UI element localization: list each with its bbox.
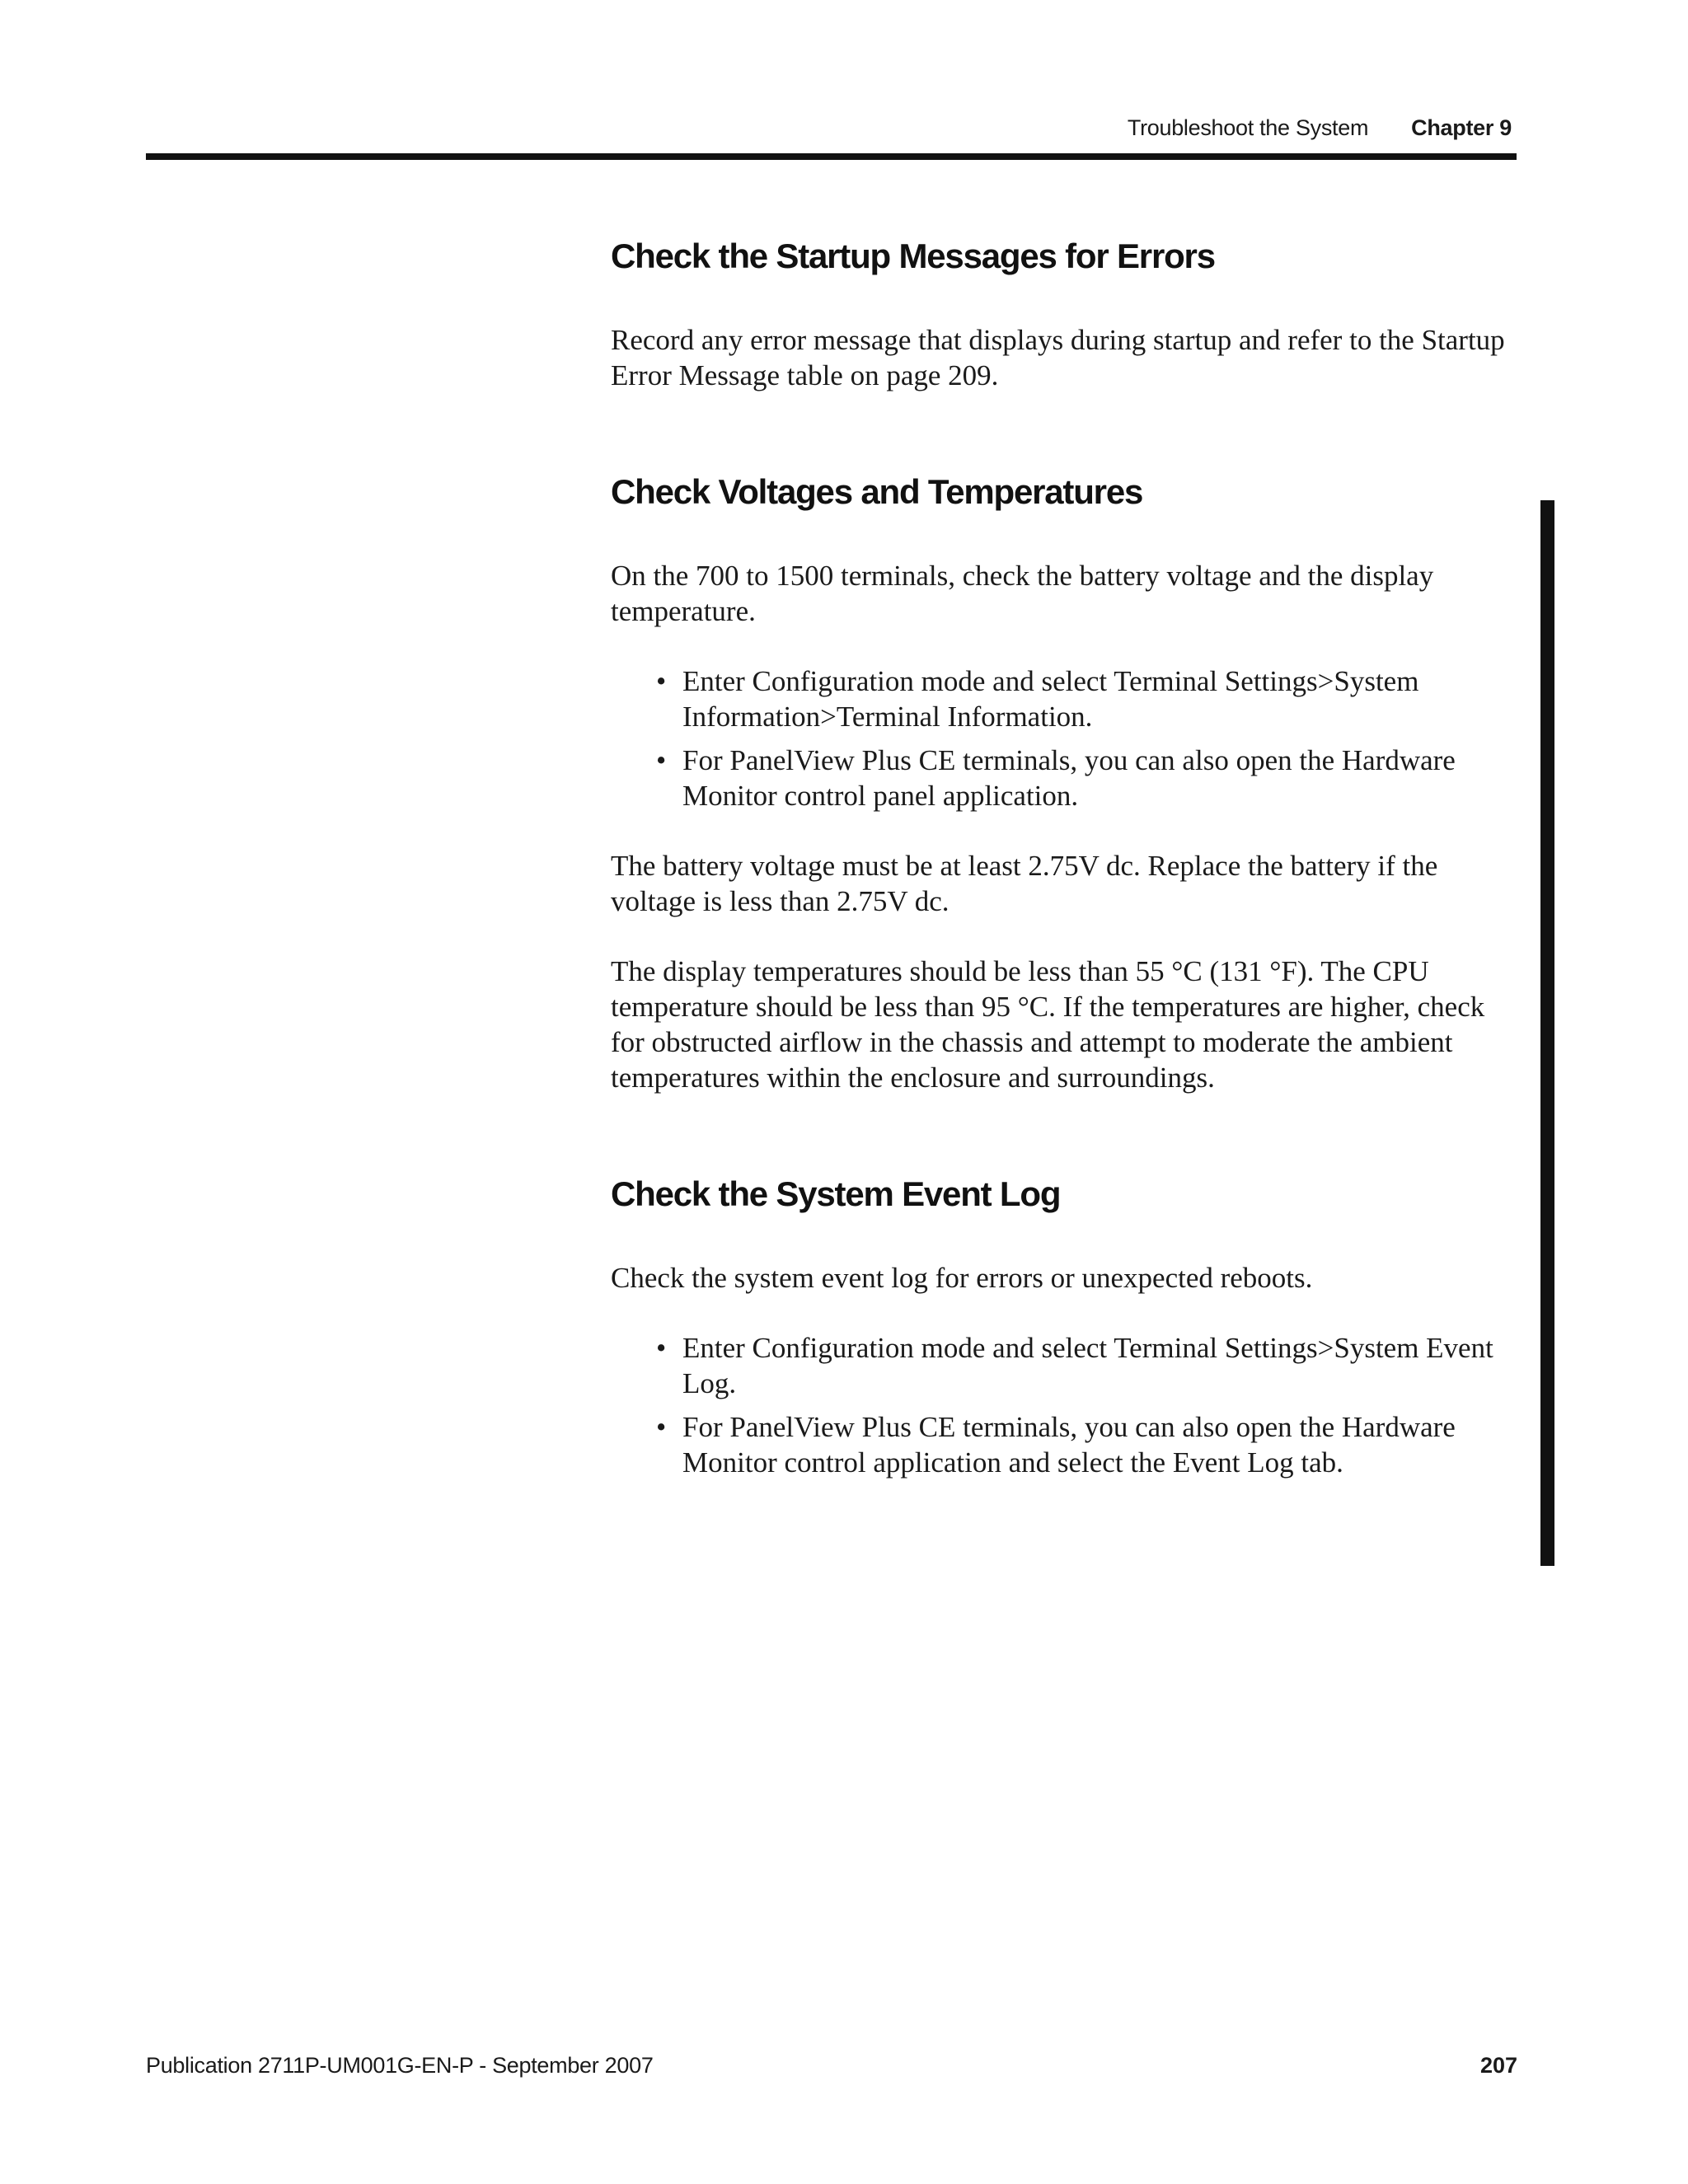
bullet-icon: • bbox=[656, 1411, 667, 1443]
list-item bbox=[656, 663, 1517, 734]
list-item-text: For PanelView Plus CE terminals, you can also open the Hardware Monitor control application and select the Event Log tab. bbox=[682, 1411, 1456, 1479]
change-bar bbox=[1540, 500, 1554, 1566]
list-item-text: Enter Configuration mode and select Terminal Settings>System Event Log. bbox=[682, 1332, 1493, 1399]
temperature-paragraph: The display temperatures should be less than 55 °C (131 °F). The CPU temperature should be less than 95 °C. If the temperatures are higher, check for obstructed airflow in the chassis and attempt to moderate the ambient temperatures within the enclosure and surroundings. bbox=[611, 955, 1485, 1094]
running-header bbox=[1128, 115, 1512, 141]
list-item bbox=[656, 1330, 1517, 1401]
page-body bbox=[611, 233, 1517, 1488]
voltages-intro-paragraph: On the 700 to 1500 terminals, check the battery voltage and the display temperature. bbox=[611, 560, 1434, 627]
list-item-text: For PanelView Plus CE terminals, you can also open the Hardware Monitor control panel application. bbox=[682, 744, 1456, 812]
bullet-icon: • bbox=[656, 665, 667, 697]
voltages-bullet-list bbox=[611, 663, 1517, 813]
list-item bbox=[656, 1409, 1517, 1480]
header-rule bbox=[146, 153, 1517, 160]
startup-messages-paragraph: Record any error message that displays during startup and refer to the Startup Error Message table on page 209. bbox=[611, 324, 1505, 391]
event-log-intro-paragraph: Check the system event log for errors or unexpected reboots. bbox=[611, 1262, 1313, 1294]
bullet-icon: • bbox=[656, 1332, 667, 1364]
section-heading-startup-messages: Check the Startup Messages for Errors bbox=[611, 237, 1215, 275]
footer-page-number: 207 bbox=[1479, 2053, 1517, 2078]
list-item bbox=[656, 743, 1517, 813]
footer-publication: Publication 2711P-UM001G-EN-P - September 2007 bbox=[146, 2053, 654, 2078]
running-header-section-title: Troubleshoot the System bbox=[1127, 115, 1369, 140]
section-heading-system-event-log: Check the System Event Log bbox=[611, 1174, 1061, 1213]
section-heading-voltages-temperatures: Check Voltages and Temperatures bbox=[611, 472, 1143, 511]
bullet-icon: • bbox=[656, 744, 667, 776]
battery-voltage-paragraph: The battery voltage must be at least 2.75V dc. Replace the battery if the voltage is less than 2.75V dc. bbox=[611, 850, 1438, 917]
list-item-text: Enter Configuration mode and select Terminal Settings>System Information>Terminal Information. bbox=[682, 665, 1419, 733]
running-header-chapter: Chapter 9 bbox=[1411, 115, 1512, 140]
event-log-bullet-list bbox=[611, 1330, 1517, 1480]
